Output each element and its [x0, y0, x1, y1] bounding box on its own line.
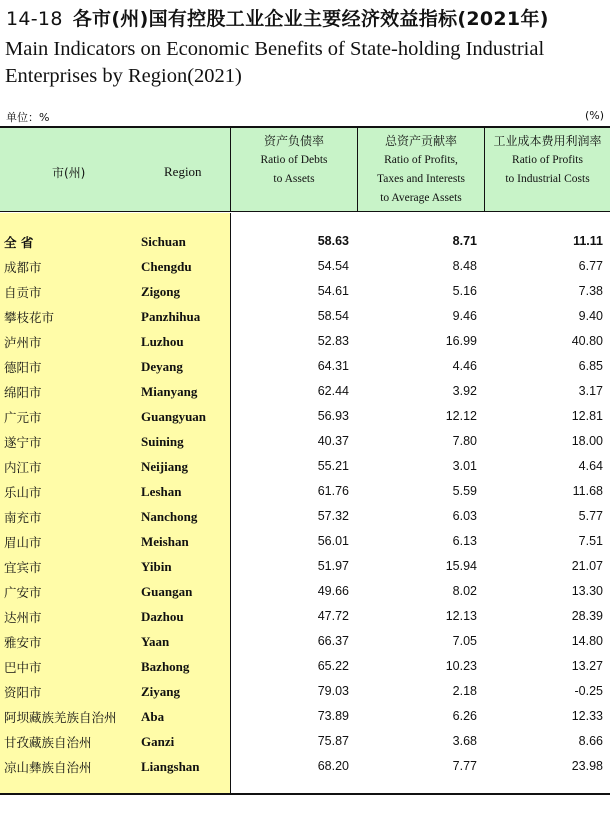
table-row — [0, 579, 610, 604]
header-cost-profit-ratio-en2: to Industrial Costs — [505, 173, 590, 185]
debt-ratio-value: 73.89 — [317, 709, 349, 723]
region-name-zh: 南充市 — [4, 510, 42, 525]
table-row — [0, 654, 610, 679]
cost-profit-ratio-value: 7.51 — [578, 534, 603, 548]
table-row-total — [0, 229, 610, 254]
profit-tax-ratio-value: 12.12 — [445, 409, 477, 423]
debt-ratio-value: 49.66 — [317, 584, 349, 598]
region-name-zh: 资阳市 — [4, 685, 42, 700]
cost-profit-ratio-value: 11.68 — [572, 484, 603, 498]
region-name-en: Bazhong — [141, 659, 190, 674]
region-name-en: Chengdu — [141, 259, 192, 274]
table-bottom-rule — [0, 793, 610, 795]
profit-tax-ratio-value: 8.48 — [452, 259, 477, 273]
debt-ratio-value: 68.20 — [317, 759, 349, 773]
cost-profit-ratio-value: 6.77 — [578, 259, 603, 273]
header-region-cell — [0, 128, 230, 211]
region-name-zh: 雅安市 — [4, 635, 42, 650]
header-debt-ratio-en2: to Assets — [273, 173, 315, 185]
table-row — [0, 354, 610, 379]
region-name-en: Ziyang — [141, 684, 181, 699]
profit-tax-ratio-value: 5.59 — [452, 484, 477, 498]
cost-profit-ratio-value: 21.07 — [571, 559, 603, 573]
region-name-en: Nanchong — [141, 509, 198, 524]
region-name-zh: 遂宁市 — [4, 435, 42, 450]
debt-ratio-value: 58.63 — [317, 234, 349, 248]
table-row — [0, 704, 610, 729]
table-row — [0, 304, 610, 329]
header-cost-profit-ratio — [484, 128, 610, 211]
profit-tax-ratio-value: 8.02 — [452, 584, 477, 598]
cost-profit-ratio-value: 6.85 — [578, 359, 603, 373]
debt-ratio-value: 56.01 — [317, 534, 349, 548]
region-name-en: Meishan — [141, 534, 189, 549]
region-name-zh: 自贡市 — [4, 285, 42, 300]
cost-profit-ratio-value: 13.27 — [571, 659, 603, 673]
profit-tax-ratio-value: 3.92 — [452, 384, 477, 398]
debt-ratio-value: 62.44 — [317, 384, 349, 398]
region-name-zh: 甘孜藏族自治州 — [4, 735, 92, 750]
header-cost-profit-ratio-en1: Ratio of Profits — [512, 154, 583, 166]
profit-tax-ratio-value: 2.18 — [452, 684, 477, 698]
table-row — [0, 279, 610, 304]
profit-tax-ratio-value: 10.23 — [445, 659, 477, 673]
table-row — [0, 404, 610, 429]
header-region-en: Region — [164, 164, 202, 179]
table-row — [0, 454, 610, 479]
profit-tax-ratio-value: 7.77 — [452, 759, 477, 773]
debt-ratio-value: 47.72 — [317, 609, 349, 623]
debt-ratio-value: 58.54 — [317, 309, 349, 323]
region-name-en: Suining — [141, 434, 184, 449]
cost-profit-ratio-value: 14.80 — [571, 634, 603, 648]
header-debt-ratio-en1: Ratio of Debts — [260, 154, 328, 166]
table-row — [0, 679, 610, 704]
region-name-en: Ganzi — [141, 734, 175, 749]
cost-profit-ratio-value: 9.40 — [578, 309, 603, 323]
table-row — [0, 729, 610, 754]
profit-tax-ratio-value: 4.46 — [452, 359, 477, 373]
table-row — [0, 754, 610, 779]
cost-profit-ratio-value: 40.80 — [571, 334, 603, 348]
profit-tax-ratio-value: 15.94 — [445, 559, 477, 573]
debt-ratio-value: 56.93 — [317, 409, 349, 423]
region-name-zh: 凉山彝族自治州 — [4, 760, 92, 775]
header-debt-ratio — [230, 128, 357, 211]
table-title-en: Main Indicators on Economic Benefits of State-holding Industrial Enterprises by Region(2021) — [5, 38, 545, 87]
region-name-zh: 达州市 — [4, 610, 42, 625]
profit-tax-ratio-value: 9.46 — [452, 309, 477, 323]
cost-profit-ratio-value: 4.64 — [578, 459, 603, 473]
cost-profit-ratio-value: 23.98 — [571, 759, 603, 773]
header-cost-profit-ratio-zh: 工业成本费用利润率 — [493, 134, 602, 148]
region-name-en: Neijiang — [141, 459, 188, 474]
debt-ratio-value: 66.37 — [317, 634, 349, 648]
region-name-en: Aba — [141, 709, 165, 724]
cost-profit-ratio-value: 5.77 — [578, 509, 603, 523]
table-row — [0, 479, 610, 504]
region-name-en: Zigong — [141, 284, 181, 299]
region-name-en: Guangan — [141, 584, 193, 599]
header-debt-ratio-zh: 资产负债率 — [263, 134, 324, 148]
region-name-zh: 攀枝花市 — [4, 310, 55, 325]
debt-ratio-value: 65.22 — [317, 659, 349, 673]
table-row — [0, 329, 610, 354]
table-row — [0, 429, 610, 454]
profit-tax-ratio-value: 16.99 — [445, 334, 477, 348]
table-row — [0, 504, 610, 529]
region-name-zh: 广安市 — [4, 585, 42, 600]
profit-tax-ratio-value: 7.05 — [452, 634, 477, 648]
header-profit-tax-ratio — [357, 128, 484, 211]
region-name-zh: 乐山市 — [4, 485, 42, 500]
debt-ratio-value: 54.61 — [317, 284, 349, 298]
debt-ratio-value: 51.97 — [317, 559, 349, 573]
cost-profit-ratio-value: 12.81 — [571, 409, 603, 423]
region-name-zh: 阿坝藏族羌族自治州 — [4, 710, 117, 725]
region-name-en: Luzhou — [141, 334, 184, 349]
region-name-zh: 内江市 — [4, 460, 42, 475]
table-row — [0, 254, 610, 279]
region-name-zh: 广元市 — [4, 410, 42, 425]
profit-tax-ratio-value: 6.13 — [452, 534, 477, 548]
header-profit-tax-ratio-en2: Taxes and Interests — [377, 173, 465, 185]
cost-profit-ratio-value: 7.38 — [578, 284, 603, 298]
region-name-zh: 成都市 — [4, 260, 42, 275]
region-name-en: Deyang — [141, 359, 183, 374]
region-name-zh: 宜宾市 — [4, 560, 42, 575]
table-row — [0, 604, 610, 629]
header-profit-tax-ratio-en1: Ratio of Profits, — [384, 154, 458, 166]
region-name-en: Panzhihua — [141, 309, 201, 324]
debt-ratio-value: 40.37 — [317, 434, 349, 448]
region-name-zh: 全 省 — [4, 235, 34, 250]
debt-ratio-value: 52.83 — [317, 334, 349, 348]
debt-ratio-value: 55.21 — [317, 459, 349, 473]
debt-ratio-value: 79.03 — [317, 684, 349, 698]
table-header-rule — [0, 211, 610, 212]
region-name-en: Mianyang — [141, 384, 198, 399]
debt-ratio-value: 64.31 — [317, 359, 349, 373]
region-name-en: Sichuan — [141, 234, 186, 249]
debt-ratio-value: 54.54 — [317, 259, 349, 273]
title-zh-text: 各市(州)国有控股工业企业主要经济效益指标(2021年) — [72, 8, 549, 30]
cost-profit-ratio-value: 3.17 — [578, 384, 603, 398]
region-name-en: Dazhou — [141, 609, 184, 624]
table-title-zh — [6, 4, 549, 31]
profit-tax-ratio-value: 12.13 — [445, 609, 477, 623]
table-row — [0, 554, 610, 579]
header-profit-tax-ratio-zh: 总资产贡献率 — [384, 134, 457, 148]
header-region-zh: 市(州) — [52, 166, 86, 180]
profit-tax-ratio-value: 7.80 — [452, 434, 477, 448]
region-name-zh: 巴中市 — [4, 660, 42, 675]
profit-tax-ratio-value: 3.68 — [452, 734, 477, 748]
profit-tax-ratio-value: 6.26 — [452, 709, 477, 723]
region-name-en: Liangshan — [141, 759, 200, 774]
cost-profit-ratio-value: 11.11 — [573, 234, 603, 248]
table-row — [0, 629, 610, 654]
region-name-en: Guangyuan — [141, 409, 207, 424]
table-number: 14-18 — [6, 8, 63, 30]
profit-tax-ratio-value: 3.01 — [452, 459, 477, 473]
cost-profit-ratio-value: 13.30 — [571, 584, 603, 598]
cost-profit-ratio-value: 12.33 — [571, 709, 603, 723]
profit-tax-ratio-value: 8.71 — [452, 234, 477, 248]
region-name-en: Yibin — [141, 559, 172, 574]
cost-profit-ratio-value: -0.25 — [574, 684, 603, 698]
debt-ratio-value: 57.32 — [317, 509, 349, 523]
table-row — [0, 379, 610, 404]
data-table — [0, 126, 610, 794]
profit-tax-ratio-value: 5.16 — [452, 284, 477, 298]
table-top-rule — [0, 126, 610, 128]
cost-profit-ratio-value: 28.39 — [571, 609, 603, 623]
cost-profit-ratio-value: 18.00 — [571, 434, 603, 448]
unit-label-en: (%) — [584, 109, 604, 122]
region-name-en: Yaan — [141, 634, 170, 649]
region-name-zh: 眉山市 — [4, 535, 42, 550]
region-name-en: Leshan — [141, 484, 182, 499]
debt-ratio-value: 61.76 — [317, 484, 349, 498]
profit-tax-ratio-value: 6.03 — [452, 509, 477, 523]
region-name-zh: 绵阳市 — [4, 385, 42, 400]
header-profit-tax-ratio-en3: to Average Assets — [380, 192, 462, 204]
region-name-zh: 德阳市 — [4, 360, 42, 375]
cost-profit-ratio-value: 8.66 — [578, 734, 603, 748]
unit-label: 单位：% — [6, 111, 50, 124]
table-row — [0, 529, 610, 554]
region-name-zh: 泸州市 — [4, 335, 42, 350]
debt-ratio-value: 75.87 — [317, 734, 349, 748]
